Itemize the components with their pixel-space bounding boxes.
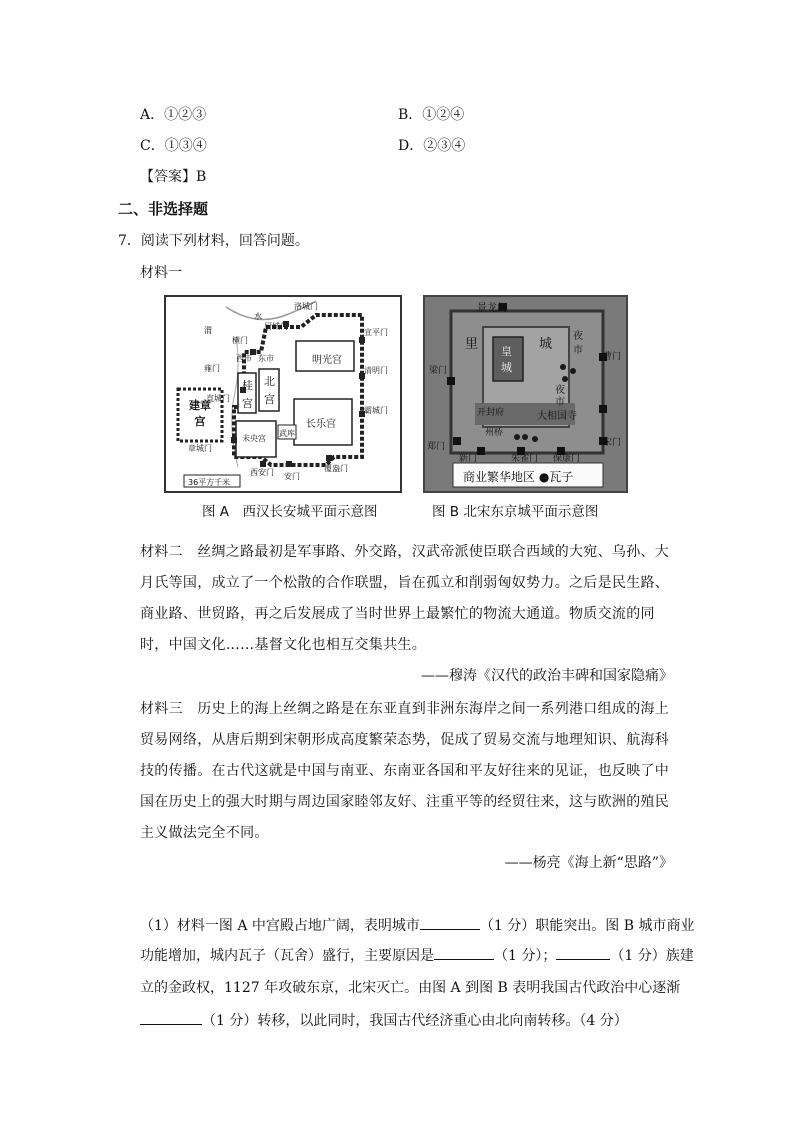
weiyang-label: 未央宫 xyxy=(242,434,266,443)
shi-label: 市 xyxy=(573,345,583,356)
gui-palace-label-1: 桂 xyxy=(242,379,253,392)
yong-gate-label: 雍门 xyxy=(204,364,220,373)
xin-gate-label: 新门 xyxy=(459,454,478,464)
q1-part-1: （1）材料一图 A 中宫殿占地广阔，表明城市 xyxy=(140,918,420,934)
q1-score-4: （1 分）转移，以此同时，我国古代经济重心由北向南转移。（4 分） xyxy=(202,1013,628,1029)
q1-score-3: （1 分）族建 xyxy=(610,948,694,964)
chu-gate-label: 厨城门 xyxy=(264,322,288,331)
material-3-text: 材料三 历史上的海上丝绸之路是在东亚直到非洲东海岸之间一系列港口组成的海上贸易网络，从唐后期到宋朝形成高度繁荣态势，促成了贸易交流与地理知识、航海科技的传播。在古代这就是中国与南亚、东南亚各国和平友好往来的见证，也反映了中国在历史上的强大时期与周边国家睦邻友好、注重平等的经贸往来，这与欧洲的殖民主义做法完全不同。 xyxy=(140,701,670,841)
figure-b-caption: 图 B 北宋东京城平面示意图 xyxy=(432,504,599,520)
gui-palace-label-2: 宫 xyxy=(242,397,253,410)
figure-b-legend: 商业繁华地区 ●瓦子 xyxy=(463,470,574,484)
huang-label: 皇 xyxy=(501,345,512,358)
luo-gate-label: 洛城门 xyxy=(294,302,318,311)
water-label: 水 xyxy=(254,312,262,321)
material-3-source: ——杨亮《海上新“思路”》 xyxy=(504,855,673,871)
kaifeng-label: 开封府 xyxy=(477,408,505,418)
zhangcheng-gate-label: 章城门 xyxy=(188,444,212,453)
wuku-label: 武库 xyxy=(279,429,295,438)
an-gate-label: 安门 xyxy=(284,472,300,481)
daxiangguo-label: 大相国寺 xyxy=(537,411,577,422)
changle-label: 长乐宫 xyxy=(306,419,336,430)
cao-gate-label: 曹门 xyxy=(603,352,622,362)
answer-blank-2[interactable] xyxy=(434,945,494,960)
q1-score-1: （1 分）职能突出。图 B 城市商业 xyxy=(479,918,695,934)
cheng-label: 城 xyxy=(539,337,553,352)
scale-label: 36平方千米 xyxy=(188,478,231,487)
q1-part-2: 功能增加，城内瓦子（瓦舍）盛行，主要原因是 xyxy=(140,948,434,964)
zhicheng-gate-label: 直城门 xyxy=(206,394,230,403)
answer: 【答案】B xyxy=(140,169,207,185)
xishi-label: 西市 xyxy=(236,354,252,363)
material-2-text: 材料二 丝绸之路最初是军事路、外交路，汉武帝派使臣联合西域的大宛、乌孙、大月氏等国，成立了一个松散的合作联盟，旨在孤立和削弱匈奴势力。之后是民生路、商业路、世贸路，再之后发展成了当时世界上最繁忙的物流大通道。物质交流的同时，中国文化……基督文化也相互交集共生。 xyxy=(140,544,670,653)
option-c: C．①③④ xyxy=(140,138,207,154)
xuanping-gate-label: 宣平门 xyxy=(364,328,388,337)
zhuque-gate-label: 朱雀门 xyxy=(511,454,539,464)
answer-blank-3[interactable] xyxy=(556,945,610,960)
option-d: D．②③④ xyxy=(398,138,466,154)
li-label: 里 xyxy=(465,337,479,352)
question-7: 7．阅读下列材料，回答问题。 xyxy=(118,233,309,249)
q1-line-1 xyxy=(140,915,694,935)
figure-a-map xyxy=(164,295,402,493)
ye2-label: 夜 xyxy=(555,385,565,396)
figure-a-caption: 图 A 西汉长安城平面示意图 xyxy=(202,504,378,520)
fuang-gate-label: 覆盎门 xyxy=(324,464,348,473)
figure-b-map xyxy=(423,295,628,493)
dongshi-label: 东市 xyxy=(258,354,274,363)
song-gate-label: 宋门 xyxy=(603,438,622,448)
q1-line-2 xyxy=(140,945,694,965)
heng-gate-label: 横门 xyxy=(232,336,248,345)
q1-score-2: （1 分）； xyxy=(494,948,557,964)
q1-part-3: 立的金政权，1127 年攻破东京，北宋灭亡。由图 A 到图 B 表明我国古代政治中心逐渐 xyxy=(140,980,681,996)
zheng-gate-label: 郑门 xyxy=(427,442,446,452)
liang-gate-label: 梁门 xyxy=(429,366,448,376)
option-a: A．①②③ xyxy=(140,107,207,123)
zhouqiao-label: 州桥 xyxy=(485,428,504,438)
bacheng-gate-label: 霸城门 xyxy=(364,406,388,415)
option-b: B．①②④ xyxy=(398,107,465,123)
material-1-label: 材料一 xyxy=(140,265,182,281)
wei-label: 渭 xyxy=(204,326,212,335)
xian-gate-label: 西安门 xyxy=(250,468,274,477)
shi2-label: 市 xyxy=(555,397,565,408)
huang-cheng-label: 城 xyxy=(501,361,512,374)
north-palace-label-1: 北 xyxy=(264,375,275,388)
mingguang-label: 明光宫 xyxy=(312,355,342,366)
answer-blank-4[interactable] xyxy=(140,1010,202,1025)
q1-line-4 xyxy=(140,1010,628,1030)
qingming-gate-label: 清明门 xyxy=(364,366,388,375)
baokang-gate-label: 保康门 xyxy=(553,454,581,464)
ye-label: 夜 xyxy=(573,331,583,342)
jianzhang-label: 建章宫 xyxy=(189,399,211,428)
answer-blank-1[interactable] xyxy=(420,915,480,930)
section-title: 二、非选择题 xyxy=(118,200,209,218)
q1-line-3 xyxy=(140,977,680,997)
jinglong-gate-label: 景龙门 xyxy=(477,303,507,314)
north-palace-label-2: 宫 xyxy=(264,393,275,406)
material-2-source: ——穆涛《汉代的政治丰碑和国家隐痛》 xyxy=(421,668,673,684)
